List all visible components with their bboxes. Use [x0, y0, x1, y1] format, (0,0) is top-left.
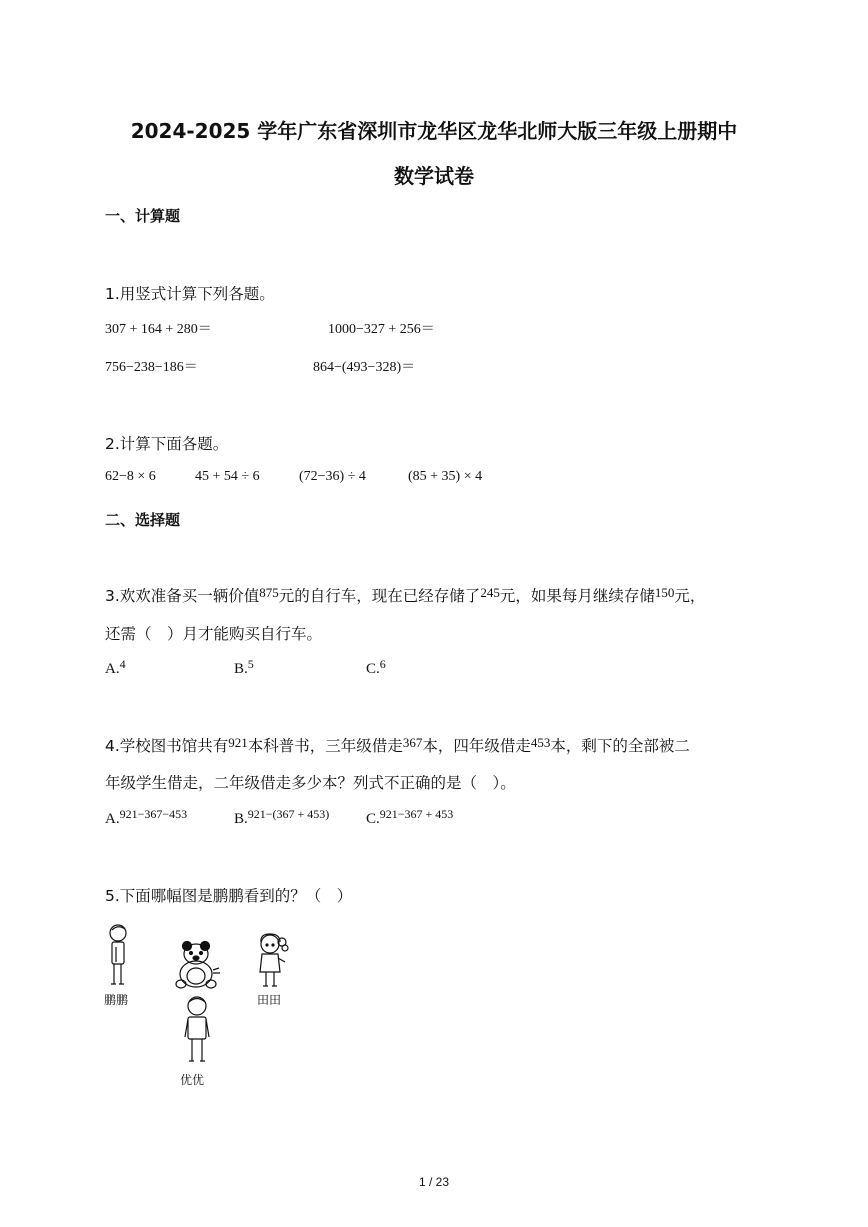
- child-pengpeng-figure: [100, 922, 140, 990]
- q3-option-a[interactable]: A.$^4$: [105, 657, 126, 677]
- q4-number-3: 453: [530, 735, 551, 750]
- q2-expression-4: (85 + 35) × 4: [408, 469, 483, 484]
- child-tiantian-figure: [252, 932, 296, 990]
- q3-option-c[interactable]: C.$^6$: [366, 657, 386, 677]
- q4-text-a: 4.学校图书馆共有: [105, 737, 229, 755]
- q3-number-1: 875: [259, 585, 279, 600]
- q4-option-a[interactable]: A.$^{921-367-453}$: [105, 807, 188, 827]
- q4-number-1: 921: [228, 735, 248, 750]
- question-1-text: 1.用竖式计算下列各题。: [105, 285, 275, 303]
- q1-expression-3: 756−238−186＝: [105, 360, 198, 375]
- question-3-line2: 还需（ ）月才能购买自行车。: [105, 625, 323, 643]
- question-4-line2: 年级学生借走，二年级借走多少本？列式不正确的是（ ）。: [105, 774, 516, 792]
- q2-expression-1: 62−8 × 6: [105, 469, 156, 484]
- q3-text-a: 3.欢欢准备买一辆价值: [105, 587, 260, 605]
- q4-text-c: 本，四年级借走: [422, 737, 531, 755]
- child-youyou-figure: [180, 995, 214, 1067]
- q2-expression-3: (72−36) ÷ 4: [299, 469, 366, 484]
- q4-option-c[interactable]: C.$^{921-367 + 453}$: [366, 807, 454, 827]
- q3-option-b[interactable]: B.$^5$: [234, 657, 254, 677]
- q3-text-b: 元的自行车，现在已经存储了: [278, 587, 481, 605]
- question-3-line1: [105, 584, 705, 606]
- q1-expression-2: 1000−327 + 256＝: [328, 322, 435, 337]
- question-5-text: 5.下面哪幅图是鹏鹏看到的？（ ）: [105, 887, 353, 905]
- q4-text-d: 本，剩下的全部被二: [550, 737, 690, 755]
- question-2-text: 2.计算下面各题。: [105, 435, 229, 453]
- label-youyou: 优优: [180, 1073, 205, 1087]
- q3-number-2: 245: [480, 585, 500, 600]
- q3-text-d: 元，: [674, 587, 706, 605]
- question-4-line1: [105, 734, 690, 756]
- page-number: 1 / 23: [418, 1175, 450, 1189]
- q2-expression-2: 45 + 54 ÷ 6: [195, 469, 260, 484]
- page-title-line1: 2024-2025 学年广东省深圳市龙华区龙华北师大版三年级上册期中: [130, 119, 738, 143]
- q1-expression-4: 864−(493−328)＝: [313, 360, 416, 375]
- label-pengpeng: 鹏鹏: [104, 993, 129, 1007]
- q4-option-b[interactable]: B.$^{921-(367 + 453)}$: [234, 807, 330, 827]
- section-heading-choice: 二、选择题: [105, 511, 181, 529]
- q1-expression-1: 307 + 164 + 280＝: [105, 322, 212, 337]
- label-tiantian: 田田: [257, 993, 282, 1007]
- q4-number-2: 367: [402, 735, 423, 750]
- q4-text-b: 本科普书，三年级借走: [247, 737, 403, 755]
- page-title-line2: 数学试卷: [394, 164, 474, 188]
- q3-text-c: 元，如果每月继续存储: [499, 587, 655, 605]
- teddy-bear-figure: [173, 940, 223, 990]
- section-heading-calculation: 一、计算题: [105, 207, 181, 225]
- q3-number-3: 150: [654, 585, 675, 600]
